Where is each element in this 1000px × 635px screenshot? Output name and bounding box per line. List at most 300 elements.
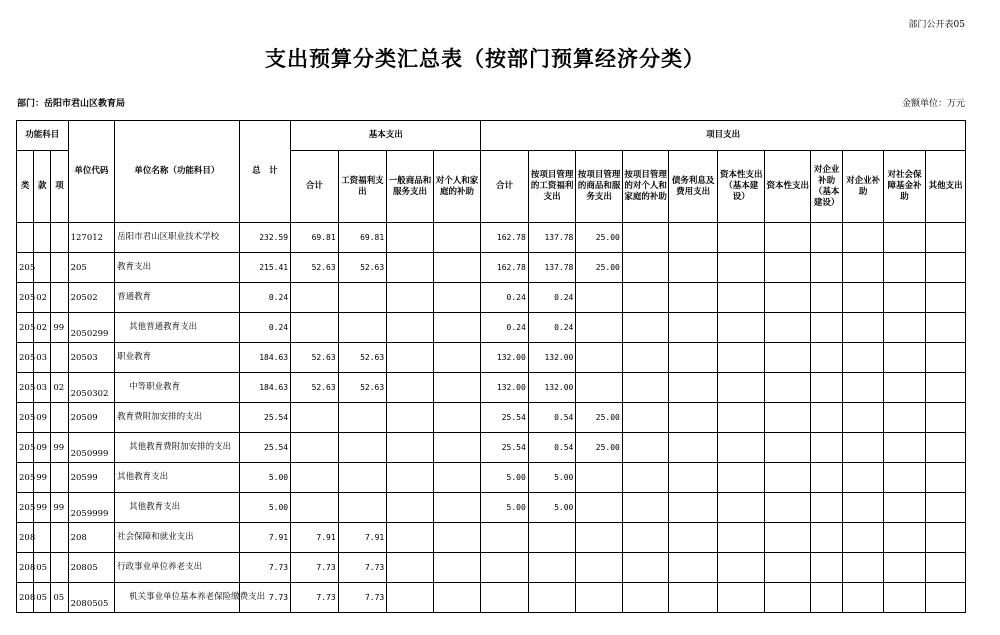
table-row	[17, 313, 966, 343]
header-basic-col: 合计	[291, 151, 339, 223]
cell-project-enterprise-build	[811, 223, 843, 253]
cell-project-enterprise	[843, 463, 883, 493]
cell-project-other	[926, 463, 966, 493]
cell-lei	[17, 223, 34, 253]
cell-lei: 205	[17, 403, 34, 433]
cell-basic-total	[291, 313, 339, 343]
cell-project-enterprise-build	[811, 403, 843, 433]
cell-project-goods	[576, 463, 623, 493]
header-project-col: 合计	[481, 151, 529, 223]
cell-total: 7.91	[239, 523, 291, 553]
cell-project-capital-build	[717, 463, 765, 493]
cell-lei: 205	[17, 433, 34, 463]
cell-project-wage: 137.78	[528, 223, 576, 253]
cell-project-capital-build	[717, 553, 765, 583]
header-project-col: 资本性支出（基本建设）	[717, 151, 765, 223]
cell-basic-goods	[387, 223, 434, 253]
cell-lei: 208	[17, 553, 34, 583]
cell-basic-goods	[387, 433, 434, 463]
cell-project-person	[622, 313, 669, 343]
cell-basic-goods	[387, 523, 434, 553]
cell-total: 25.54	[239, 433, 291, 463]
table-row	[17, 523, 966, 553]
cell-kuan: 02	[34, 283, 51, 313]
header-project-col: 对社会保障基金补助	[883, 151, 925, 223]
cell-project-wage: 0.54	[528, 403, 576, 433]
cell-project-other	[926, 493, 966, 523]
cell-project-total: 132.00	[481, 373, 529, 403]
cell-project-wage: 132.00	[528, 373, 576, 403]
cell-project-enterprise-build	[811, 523, 843, 553]
cell-project-person	[622, 283, 669, 313]
cell-project-total: 0.24	[481, 283, 529, 313]
cell-basic-total	[291, 493, 339, 523]
cell-project-capital-build	[717, 343, 765, 373]
cell-project-total	[481, 553, 529, 583]
cell-basic-wage	[338, 493, 387, 523]
cell-lei: 205	[17, 253, 34, 283]
cell-project-goods	[576, 583, 623, 613]
cell-unit-name: 中等职业教育	[115, 373, 239, 403]
form-code: 部门公开表05	[908, 20, 965, 30]
cell-project-capital-build	[717, 583, 765, 613]
cell-project-other	[926, 553, 966, 583]
cell-project-capital-build	[717, 283, 765, 313]
cell-total: 184.63	[239, 343, 291, 373]
amount-unit-label: 金额单位：万元	[901, 99, 965, 109]
cell-project-person	[622, 223, 669, 253]
cell-project-other	[926, 313, 966, 343]
cell-project-capital	[765, 583, 811, 613]
cell-project-debt	[669, 223, 718, 253]
header-project: 项目支出	[481, 121, 966, 151]
cell-project-social	[883, 283, 925, 313]
cell-unit-code: 205	[68, 253, 115, 283]
cell-lei: 205	[17, 343, 34, 373]
header-basic-col: 工资福利支出	[338, 151, 387, 223]
cell-project-person	[622, 403, 669, 433]
cell-unit-code: 2050299	[68, 313, 115, 343]
cell-basic-goods	[387, 253, 434, 283]
cell-project-debt	[669, 463, 718, 493]
cell-project-person	[622, 433, 669, 463]
cell-total: 232.59	[239, 223, 291, 253]
cell-project-capital	[765, 343, 811, 373]
cell-basic-goods	[387, 463, 434, 493]
header-func-subject: 功能科目	[17, 121, 69, 151]
cell-kuan: 02	[34, 313, 51, 343]
cell-total: 25.54	[239, 403, 291, 433]
cell-xiang: 99	[51, 493, 68, 523]
cell-project-wage: 0.24	[528, 283, 576, 313]
cell-basic-total: 52.63	[291, 253, 339, 283]
cell-project-goods	[576, 313, 623, 343]
cell-unit-code: 20599	[68, 463, 115, 493]
cell-project-enterprise	[843, 403, 883, 433]
cell-project-enterprise	[843, 523, 883, 553]
cell-basic-goods	[387, 313, 434, 343]
cell-total: 7.73	[239, 583, 291, 613]
cell-project-other	[926, 343, 966, 373]
cell-project-debt	[669, 433, 718, 463]
cell-unit-code: 127012	[68, 223, 115, 253]
cell-project-goods: 25.00	[576, 433, 623, 463]
cell-project-capital	[765, 463, 811, 493]
cell-project-total: 132.00	[481, 343, 529, 373]
cell-project-debt	[669, 373, 718, 403]
cell-project-wage	[528, 523, 576, 553]
cell-basic-total: 69.81	[291, 223, 339, 253]
cell-project-total: 162.78	[481, 223, 529, 253]
cell-project-capital	[765, 283, 811, 313]
cell-kuan: 03	[34, 343, 51, 373]
cell-xiang: 02	[51, 373, 68, 403]
cell-kuan	[34, 523, 51, 553]
cell-project-wage: 137.78	[528, 253, 576, 283]
cell-kuan	[34, 253, 51, 283]
cell-project-total: 5.00	[481, 463, 529, 493]
cell-basic-person	[433, 373, 481, 403]
page-title: 支出预算分类汇总表（按部门预算经济分类）	[265, 46, 705, 71]
cell-basic-wage	[338, 463, 387, 493]
cell-project-social	[883, 373, 925, 403]
header-xiang: 项	[51, 151, 68, 223]
cell-unit-name: 其他教育费附加安排的支出	[115, 433, 239, 463]
cell-project-total: 5.00	[481, 493, 529, 523]
cell-unit-code: 2080505	[68, 583, 115, 613]
cell-basic-total	[291, 403, 339, 433]
table-row	[17, 463, 966, 493]
cell-project-debt	[669, 283, 718, 313]
cell-project-debt	[669, 313, 718, 343]
cell-project-enterprise-build	[811, 553, 843, 583]
cell-project-debt	[669, 583, 718, 613]
cell-kuan	[34, 223, 51, 253]
table-row	[17, 493, 966, 523]
cell-project-debt	[669, 523, 718, 553]
cell-basic-person	[433, 253, 481, 283]
cell-project-enterprise-build	[811, 253, 843, 283]
cell-project-other	[926, 283, 966, 313]
cell-unit-name: 普通教育	[115, 283, 239, 313]
cell-xiang	[51, 283, 68, 313]
cell-basic-person	[433, 433, 481, 463]
cell-unit-name: 其他普通教育支出	[115, 313, 239, 343]
cell-unit-name: 教育费附加安排的支出	[115, 403, 239, 433]
cell-kuan: 05	[34, 583, 51, 613]
cell-unit-name: 行政事业单位养老支出	[115, 553, 239, 583]
cell-project-social	[883, 223, 925, 253]
cell-unit-name: 岳阳市君山区职业技术学校	[115, 223, 239, 253]
cell-project-other	[926, 523, 966, 553]
cell-project-other	[926, 433, 966, 463]
cell-project-capital	[765, 373, 811, 403]
cell-lei: 205	[17, 493, 34, 523]
cell-project-goods: 25.00	[576, 253, 623, 283]
cell-basic-goods	[387, 583, 434, 613]
cell-unit-code: 20502	[68, 283, 115, 313]
cell-project-capital	[765, 313, 811, 343]
cell-project-capital	[765, 523, 811, 553]
cell-basic-goods	[387, 343, 434, 373]
cell-project-person	[622, 553, 669, 583]
cell-basic-person	[433, 523, 481, 553]
table-row	[17, 343, 966, 373]
header-project-col: 资本性支出	[765, 151, 811, 223]
table-row	[17, 403, 966, 433]
cell-project-enterprise-build	[811, 343, 843, 373]
cell-project-enterprise	[843, 583, 883, 613]
table-row	[17, 373, 966, 403]
cell-basic-total: 7.73	[291, 583, 339, 613]
cell-total: 0.24	[239, 313, 291, 343]
cell-xiang: 99	[51, 433, 68, 463]
cell-total: 7.73	[239, 553, 291, 583]
cell-kuan: 99	[34, 463, 51, 493]
cell-project-goods	[576, 283, 623, 313]
cell-basic-wage	[338, 283, 387, 313]
cell-unit-code: 20805	[68, 553, 115, 583]
cell-project-person	[622, 493, 669, 523]
cell-project-capital-build	[717, 433, 765, 463]
cell-xiang: 99	[51, 313, 68, 343]
cell-unit-name: 社会保障和就业支出	[115, 523, 239, 553]
cell-project-enterprise	[843, 283, 883, 313]
cell-project-total	[481, 583, 529, 613]
cell-project-capital	[765, 553, 811, 583]
header-basic-col: 一般商品和服务支出	[387, 151, 434, 223]
cell-basic-person	[433, 403, 481, 433]
cell-project-wage: 0.54	[528, 433, 576, 463]
cell-project-capital	[765, 403, 811, 433]
cell-project-total: 0.24	[481, 313, 529, 343]
cell-project-social	[883, 583, 925, 613]
cell-kuan: 99	[34, 493, 51, 523]
cell-basic-person	[433, 553, 481, 583]
cell-project-enterprise	[843, 223, 883, 253]
cell-project-total: 162.78	[481, 253, 529, 283]
cell-basic-person	[433, 283, 481, 313]
cell-project-debt	[669, 553, 718, 583]
cell-project-social	[883, 463, 925, 493]
cell-project-wage: 5.00	[528, 463, 576, 493]
cell-project-person	[622, 343, 669, 373]
cell-project-social	[883, 403, 925, 433]
cell-project-wage	[528, 583, 576, 613]
cell-kuan: 05	[34, 553, 51, 583]
cell-basic-goods	[387, 553, 434, 583]
cell-xiang	[51, 343, 68, 373]
cell-kuan: 09	[34, 433, 51, 463]
cell-unit-code: 2059999	[68, 493, 115, 523]
cell-basic-wage: 69.81	[338, 223, 387, 253]
cell-xiang	[51, 223, 68, 253]
cell-project-goods	[576, 373, 623, 403]
cell-basic-person	[433, 313, 481, 343]
cell-basic-total: 52.63	[291, 373, 339, 403]
header-unit-name: 单位名称（功能科目）	[115, 121, 239, 223]
cell-basic-total	[291, 283, 339, 313]
cell-project-social	[883, 313, 925, 343]
cell-lei: 208	[17, 523, 34, 553]
table-row	[17, 433, 966, 463]
cell-unit-name: 职业教育	[115, 343, 239, 373]
header-unit-code: 单位代码	[68, 121, 115, 223]
cell-project-social	[883, 433, 925, 463]
cell-project-capital-build	[717, 403, 765, 433]
cell-total: 0.24	[239, 283, 291, 313]
header-project-col: 对企业补助（基本建设）	[811, 151, 843, 223]
cell-project-other	[926, 373, 966, 403]
cell-project-enterprise-build	[811, 373, 843, 403]
cell-basic-person	[433, 223, 481, 253]
cell-project-total	[481, 523, 529, 553]
cell-basic-wage	[338, 403, 387, 433]
header-kuan: 款	[34, 151, 51, 223]
cell-project-capital	[765, 493, 811, 523]
cell-project-enterprise	[843, 253, 883, 283]
cell-project-capital-build	[717, 373, 765, 403]
cell-project-goods: 25.00	[576, 403, 623, 433]
department-label: 部门：岳阳市君山区教育局	[17, 99, 126, 109]
cell-project-enterprise	[843, 433, 883, 463]
cell-unit-name: 其他教育支出	[115, 463, 239, 493]
cell-project-person	[622, 253, 669, 283]
cell-basic-total: 7.91	[291, 523, 339, 553]
cell-basic-person	[433, 583, 481, 613]
cell-project-enterprise-build	[811, 493, 843, 523]
header-project-col: 按项目管理的工资福利支出	[528, 151, 576, 223]
cell-project-person	[622, 523, 669, 553]
header-project-col: 按项目管理的商品和服务支出	[576, 151, 623, 223]
cell-project-goods	[576, 493, 623, 523]
cell-project-debt	[669, 343, 718, 373]
cell-unit-name: 教育支出	[115, 253, 239, 283]
cell-basic-goods	[387, 373, 434, 403]
cell-unit-code: 208	[68, 523, 115, 553]
cell-project-other	[926, 253, 966, 283]
cell-basic-wage: 7.73	[338, 583, 387, 613]
cell-basic-wage	[338, 433, 387, 463]
cell-basic-person	[433, 463, 481, 493]
cell-project-social	[883, 493, 925, 523]
cell-total: 5.00	[239, 493, 291, 523]
header-total: 总 计	[239, 121, 291, 223]
cell-project-enterprise	[843, 373, 883, 403]
cell-project-other	[926, 583, 966, 613]
cell-project-total: 25.54	[481, 403, 529, 433]
cell-basic-wage: 7.73	[338, 553, 387, 583]
cell-basic-total	[291, 433, 339, 463]
cell-project-capital-build	[717, 523, 765, 553]
cell-project-enterprise-build	[811, 433, 843, 463]
cell-basic-total	[291, 463, 339, 493]
cell-unit-name: 机关事业单位基本养老保险缴费支出	[115, 583, 239, 613]
cell-project-capital-build	[717, 493, 765, 523]
cell-project-social	[883, 553, 925, 583]
cell-project-goods	[576, 343, 623, 373]
cell-project-social	[883, 343, 925, 373]
cell-project-capital-build	[717, 223, 765, 253]
cell-project-enterprise-build	[811, 463, 843, 493]
header-basic-col: 对个人和家庭的补助	[433, 151, 481, 223]
cell-project-enterprise	[843, 493, 883, 523]
header-project-col: 其他支出	[926, 151, 966, 223]
cell-basic-goods	[387, 283, 434, 313]
cell-basic-wage: 52.63	[338, 253, 387, 283]
cell-unit-name: 其他教育支出	[115, 493, 239, 523]
cell-basic-person	[433, 493, 481, 523]
cell-kuan: 03	[34, 373, 51, 403]
cell-project-wage	[528, 553, 576, 583]
header-basic: 基本支出	[291, 121, 481, 151]
cell-unit-code: 20503	[68, 343, 115, 373]
cell-total: 184.63	[239, 373, 291, 403]
cell-project-goods	[576, 553, 623, 583]
cell-project-goods	[576, 523, 623, 553]
cell-basic-goods	[387, 403, 434, 433]
cell-project-capital	[765, 253, 811, 283]
cell-project-capital	[765, 433, 811, 463]
cell-project-capital-build	[717, 253, 765, 283]
cell-project-other	[926, 223, 966, 253]
cell-basic-goods	[387, 493, 434, 523]
cell-xiang	[51, 253, 68, 283]
cell-project-total: 25.54	[481, 433, 529, 463]
cell-lei: 205	[17, 463, 34, 493]
cell-project-social	[883, 253, 925, 283]
cell-xiang	[51, 523, 68, 553]
cell-project-debt	[669, 403, 718, 433]
cell-basic-total: 7.73	[291, 553, 339, 583]
cell-basic-person	[433, 343, 481, 373]
cell-project-capital-build	[717, 313, 765, 343]
cell-project-enterprise	[843, 553, 883, 583]
cell-lei: 205	[17, 283, 34, 313]
cell-unit-code: 2050302	[68, 373, 115, 403]
cell-basic-wage: 7.91	[338, 523, 387, 553]
table-row	[17, 223, 966, 253]
header-project-col: 按项目管理的对个人和家庭的补助	[622, 151, 669, 223]
cell-project-wage: 5.00	[528, 493, 576, 523]
cell-unit-code: 20509	[68, 403, 115, 433]
cell-total: 215.41	[239, 253, 291, 283]
cell-project-enterprise	[843, 343, 883, 373]
cell-project-social	[883, 523, 925, 553]
cell-basic-total: 52.63	[291, 343, 339, 373]
cell-project-goods: 25.00	[576, 223, 623, 253]
cell-xiang	[51, 553, 68, 583]
header-project-col: 对企业补助	[843, 151, 883, 223]
cell-project-debt	[669, 253, 718, 283]
cell-lei: 205	[17, 373, 34, 403]
cell-project-enterprise-build	[811, 283, 843, 313]
cell-project-debt	[669, 493, 718, 523]
cell-total: 5.00	[239, 463, 291, 493]
cell-basic-wage: 52.63	[338, 343, 387, 373]
cell-project-enterprise-build	[811, 583, 843, 613]
cell-project-wage: 132.00	[528, 343, 576, 373]
header-project-col: 债务利息及费用支出	[669, 151, 718, 223]
cell-basic-wage: 52.63	[338, 373, 387, 403]
budget-table	[16, 120, 966, 613]
cell-project-person	[622, 373, 669, 403]
cell-lei: 205	[17, 313, 34, 343]
table-row	[17, 283, 966, 313]
table-row	[17, 583, 966, 613]
cell-project-other	[926, 403, 966, 433]
cell-xiang	[51, 463, 68, 493]
